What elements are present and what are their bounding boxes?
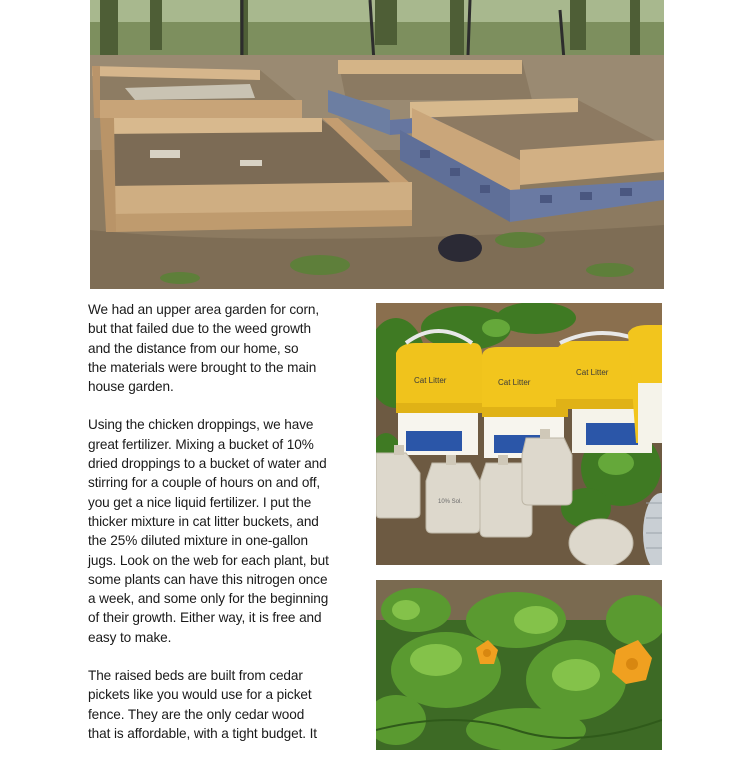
text-line: the 25% diluted mixture in one-gallon xyxy=(88,533,308,549)
paragraph-corn-garden xyxy=(88,300,360,396)
text-line: that is affordable, with a tight budget. It xyxy=(88,725,317,741)
paragraph-raised-beds xyxy=(88,666,360,743)
jug-label: 10% Sol. xyxy=(438,499,463,505)
text-line: Using the chicken droppings, we have xyxy=(88,417,314,433)
paragraph-fertilizer xyxy=(88,415,360,647)
text-line: jugs. Look on the web for each plant, but xyxy=(88,552,329,568)
raised-beds-photo xyxy=(90,0,664,289)
article-text xyxy=(88,300,360,762)
text-line: easy to make. xyxy=(88,629,172,645)
text-line: fence. They are the only cedar wood xyxy=(88,706,305,722)
text-line: some plants can have this nitrogen once xyxy=(88,571,328,587)
text-line: dried droppings to a bucket of water and xyxy=(88,456,327,472)
text-line: great fertilizer. Mixing a bucket of 10% xyxy=(88,436,314,452)
text-line: you get a nice liquid fertilizer. I put the xyxy=(88,494,312,510)
fertilizer-jugs-photo xyxy=(376,303,662,565)
text-line: stirring for a couple of hours on and off, xyxy=(88,475,321,491)
text-line: the materials were brought to the main xyxy=(88,359,317,375)
text-line: pickets like you would use for a picket xyxy=(88,687,312,703)
bucket-1 xyxy=(396,331,482,455)
text-line: and the distance from our home, so xyxy=(88,340,299,356)
text-line: a week, and some only for the beginning xyxy=(88,591,329,607)
text-line: thicker mixture in cat litter buckets, and xyxy=(88,513,319,529)
bucket-label: Cat Litter xyxy=(414,376,447,385)
text-line: house garden. xyxy=(88,379,174,395)
bucket-label: Cat Litter xyxy=(498,378,531,387)
text-line: but that failed due to the weed growth xyxy=(88,321,311,337)
text-line: We had an upper area garden for corn, xyxy=(88,302,320,317)
bucket-label: Cat Litter xyxy=(576,368,609,377)
squash-plants-photo xyxy=(376,580,662,750)
text-line: The raised beds are built from cedar xyxy=(88,668,303,684)
text-line: of their growth. Either way, it is free and xyxy=(88,610,322,626)
